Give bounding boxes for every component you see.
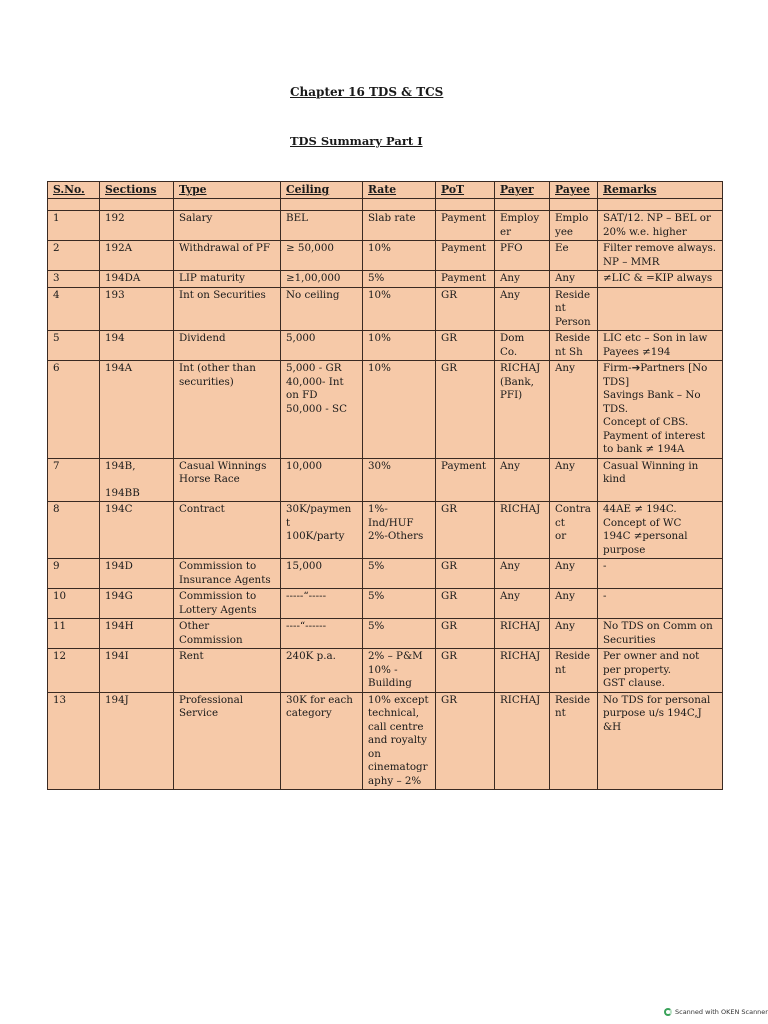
cell-payee: Reside nt (550, 692, 598, 790)
cell-section: 194I (100, 649, 174, 693)
cell-remarks: Casual Winning in kind (598, 458, 723, 502)
cell-type: Contract (174, 502, 281, 559)
cell-remarks: Per owner and not per property. GST clause. (598, 649, 723, 693)
column-header-type: Type (174, 182, 281, 199)
cell-ceiling: 15,000 (281, 559, 363, 589)
cell-pot: GR (436, 331, 495, 361)
cell-section: 192 (100, 211, 174, 241)
cell-payer: RICHAJ (495, 692, 550, 790)
cell-remarks (598, 287, 723, 331)
cell-sno: 3 (48, 271, 100, 288)
table-spacer-row (48, 199, 723, 211)
table-row (48, 458, 723, 502)
cell-payer: Any (495, 287, 550, 331)
cell-rate: 10% except technical, call centre and royalty on cinematogr aphy – 2% (363, 692, 436, 790)
cell-ceiling: 240K p.a. (281, 649, 363, 693)
cell-payee: Any (550, 458, 598, 502)
cell-payer: Any (495, 271, 550, 288)
column-header-rate: Rate (363, 182, 436, 199)
cell-ceiling: ≥ 50,000 (281, 241, 363, 271)
cell-ceiling: 10,000 (281, 458, 363, 502)
page-title: Chapter 16 TDS & TCS (290, 85, 444, 99)
cell-ceiling: ----“------ (281, 619, 363, 649)
cell-section: 194 (100, 331, 174, 361)
cell-type: Int (other than securities) (174, 361, 281, 459)
cell-rate: 1%- Ind/HUF 2%-Others (363, 502, 436, 559)
scanner-watermark (664, 1008, 768, 1016)
cell-payer: PFO (495, 241, 550, 271)
cell-payee: Any (550, 589, 598, 619)
column-header-payee: Payee (550, 182, 598, 199)
cell-section: 193 (100, 287, 174, 331)
table-row (48, 559, 723, 589)
table-row (48, 649, 723, 693)
cell-section: 194D (100, 559, 174, 589)
cell-type: Withdrawal of PF (174, 241, 281, 271)
cell-payer: RICHAJ (495, 619, 550, 649)
cell-rate: 10% (363, 331, 436, 361)
cell-payer: RICHAJ (Bank, PFI) (495, 361, 550, 459)
cell-remarks: ≠LIC & =KIP always (598, 271, 723, 288)
cell-sno: 1 (48, 211, 100, 241)
cell-rate: 10% (363, 287, 436, 331)
cell-rate: Slab rate (363, 211, 436, 241)
cell-type: Casual Winnings Horse Race (174, 458, 281, 502)
cell-payee: Ee (550, 241, 598, 271)
table-header-row (48, 182, 723, 199)
cell-remarks: - (598, 559, 723, 589)
tds-summary-table (47, 181, 723, 790)
cell-rate: 10% (363, 241, 436, 271)
cell-section: 194C (100, 502, 174, 559)
cell-pot: GR (436, 559, 495, 589)
cell-rate: 5% (363, 271, 436, 288)
column-header-ceiling: Ceiling (281, 182, 363, 199)
cell-remarks: No TDS on Comm on Securities (598, 619, 723, 649)
column-header-sno: S.No. (48, 182, 100, 199)
cell-payer: Any (495, 458, 550, 502)
cell-sno: 6 (48, 361, 100, 459)
table-row (48, 241, 723, 271)
cell-payee: Any (550, 619, 598, 649)
cell-remarks: Filter remove always. NP – MMR (598, 241, 723, 271)
cell-rate: 5% (363, 559, 436, 589)
column-header-remarks: Remarks (598, 182, 723, 199)
cell-payee: Any (550, 271, 598, 288)
cell-type: Commission to Lottery Agents (174, 589, 281, 619)
cell-pot: Payment (436, 241, 495, 271)
cell-remarks: Firm-➔Partners [No TDS] Savings Bank – No TDS. Concept of CBS. Payment of interest to bank ≠ 194A (598, 361, 723, 459)
cell-type: Int on Securities (174, 287, 281, 331)
cell-payer: RICHAJ (495, 649, 550, 693)
cell-ceiling: -----“----- (281, 589, 363, 619)
cell-pot: GR (436, 361, 495, 459)
table-row (48, 502, 723, 559)
cell-sno: 5 (48, 331, 100, 361)
cell-remarks: SAT/12. NP – BEL or 20% w.e. higher (598, 211, 723, 241)
cell-pot: Payment (436, 271, 495, 288)
cell-type: Commission to Insurance Agents (174, 559, 281, 589)
cell-ceiling: ≥1,00,000 (281, 271, 363, 288)
scanner-logo-icon (664, 1008, 672, 1016)
cell-type: Rent (174, 649, 281, 693)
cell-sno: 7 (48, 458, 100, 502)
cell-type: LIP maturity (174, 271, 281, 288)
cell-pot: GR (436, 692, 495, 790)
cell-remarks: LIC etc – Son in law Payees ≠194 (598, 331, 723, 361)
cell-rate: 30% (363, 458, 436, 502)
cell-sno: 8 (48, 502, 100, 559)
cell-type: Dividend (174, 331, 281, 361)
cell-type: Salary (174, 211, 281, 241)
cell-payee: Reside nt Person (550, 287, 598, 331)
cell-ceiling: 5,000 - GR 40,000- Int on FD 50,000 - SC (281, 361, 363, 459)
cell-sno: 12 (48, 649, 100, 693)
table-row (48, 211, 723, 241)
cell-rate: 2% – P&M 10% - Building (363, 649, 436, 693)
cell-ceiling: 30K/paymen t 100K/party (281, 502, 363, 559)
cell-remarks: - (598, 589, 723, 619)
cell-pot: GR (436, 619, 495, 649)
table-row (48, 619, 723, 649)
cell-ceiling: No ceiling (281, 287, 363, 331)
cell-section: 192A (100, 241, 174, 271)
cell-ceiling: BEL (281, 211, 363, 241)
cell-section: 194H (100, 619, 174, 649)
table-row (48, 692, 723, 790)
cell-pot: GR (436, 649, 495, 693)
cell-pot: GR (436, 589, 495, 619)
cell-section: 194B, 194BB (100, 458, 174, 502)
cell-pot: Payment (436, 211, 495, 241)
cell-sno: 9 (48, 559, 100, 589)
cell-payee: Any (550, 361, 598, 459)
page-subtitle: TDS Summary Part I (290, 134, 423, 148)
cell-pot: GR (436, 502, 495, 559)
cell-type: Other Commission (174, 619, 281, 649)
cell-pot: GR (436, 287, 495, 331)
cell-payee: Contract or (550, 502, 598, 559)
cell-payer: Any (495, 589, 550, 619)
cell-rate: 10% (363, 361, 436, 459)
cell-rate: 5% (363, 589, 436, 619)
cell-section: 194G (100, 589, 174, 619)
cell-section: 194DA (100, 271, 174, 288)
cell-payer: Employ er (495, 211, 550, 241)
table-row (48, 361, 723, 459)
column-header-section: Sections (100, 182, 174, 199)
cell-type: Professional Service (174, 692, 281, 790)
cell-payer: Dom Co. (495, 331, 550, 361)
cell-section: 194J (100, 692, 174, 790)
cell-pot: Payment (436, 458, 495, 502)
table-row (48, 271, 723, 288)
cell-payee: Reside nt Sh (550, 331, 598, 361)
cell-payer: RICHAJ (495, 502, 550, 559)
cell-remarks: No TDS for personal purpose u/s 194C,J &H (598, 692, 723, 790)
cell-sno: 10 (48, 589, 100, 619)
table-row (48, 589, 723, 619)
cell-ceiling: 5,000 (281, 331, 363, 361)
column-header-pot: PoT (436, 182, 495, 199)
cell-section: 194A (100, 361, 174, 459)
cell-rate: 5% (363, 619, 436, 649)
cell-sno: 4 (48, 287, 100, 331)
cell-payee: Emplo yee (550, 211, 598, 241)
table-row (48, 287, 723, 331)
cell-sno: 11 (48, 619, 100, 649)
cell-remarks: 44AE ≠ 194C. Concept of WC 194C ≠personal purpose (598, 502, 723, 559)
cell-payer: Any (495, 559, 550, 589)
cell-sno: 13 (48, 692, 100, 790)
cell-payee: Reside nt (550, 649, 598, 693)
scanner-label: Scanned with OKEN Scanner (675, 1008, 768, 1016)
table-row (48, 331, 723, 361)
cell-ceiling: 30K for each category (281, 692, 363, 790)
cell-payee: Any (550, 559, 598, 589)
column-header-payer: Payer (495, 182, 550, 199)
cell-sno: 2 (48, 241, 100, 271)
